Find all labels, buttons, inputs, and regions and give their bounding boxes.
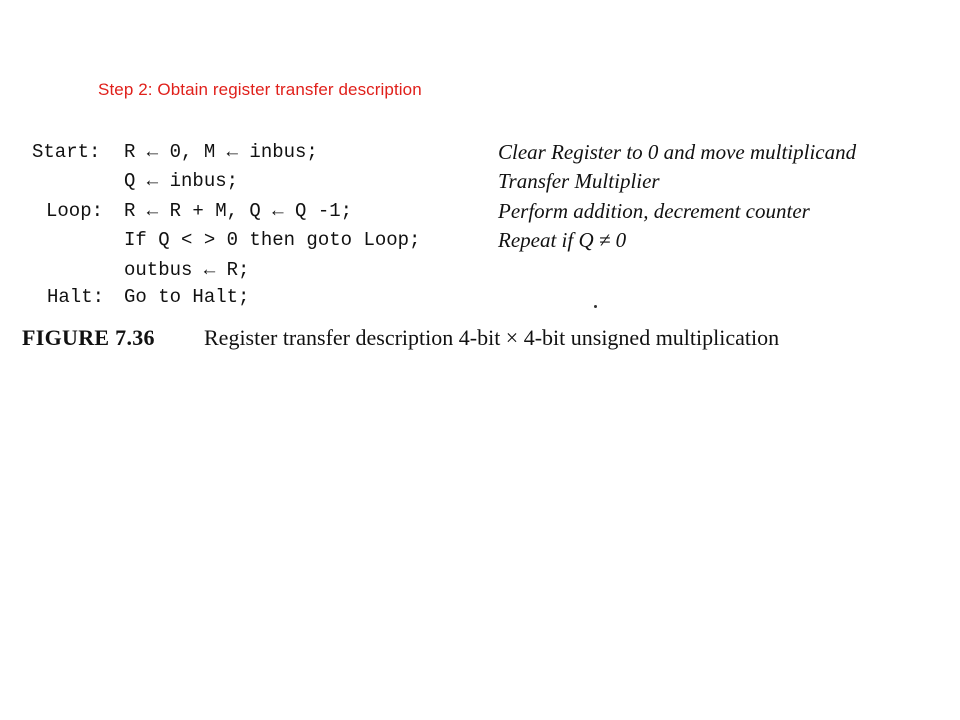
code-comment: Clear Register to 0 and move multiplicand: [498, 140, 857, 164]
code-statement: R ← 0, M ← inbus;: [124, 141, 318, 163]
code-statement: Go to Halt;: [124, 286, 250, 308]
code-statement: R ← R + M, Q ← Q -1;: [124, 200, 353, 222]
slide-heading: Step 2: Obtain register transfer description: [98, 80, 422, 99]
code-label: Halt:: [47, 286, 105, 308]
code-statement: Q ← inbus;: [124, 170, 239, 192]
code-comment: Transfer Multiplier: [498, 169, 660, 193]
figure-number: FIGURE 7.36: [22, 325, 155, 350]
code-comment: Repeat if Q ≠ 0: [498, 228, 627, 252]
code-label: Start:: [32, 141, 101, 163]
figure-caption: Register transfer description 4-bit × 4-bit unsigned multiplication: [204, 325, 780, 350]
code-statement: If Q < > 0 then goto Loop;: [124, 229, 421, 251]
code-statement: outbus ← R;: [124, 259, 250, 281]
code-label: Loop:: [46, 200, 104, 222]
code-comment: Perform addition, decrement counter: [498, 199, 810, 223]
scan-speck: [594, 305, 597, 308]
